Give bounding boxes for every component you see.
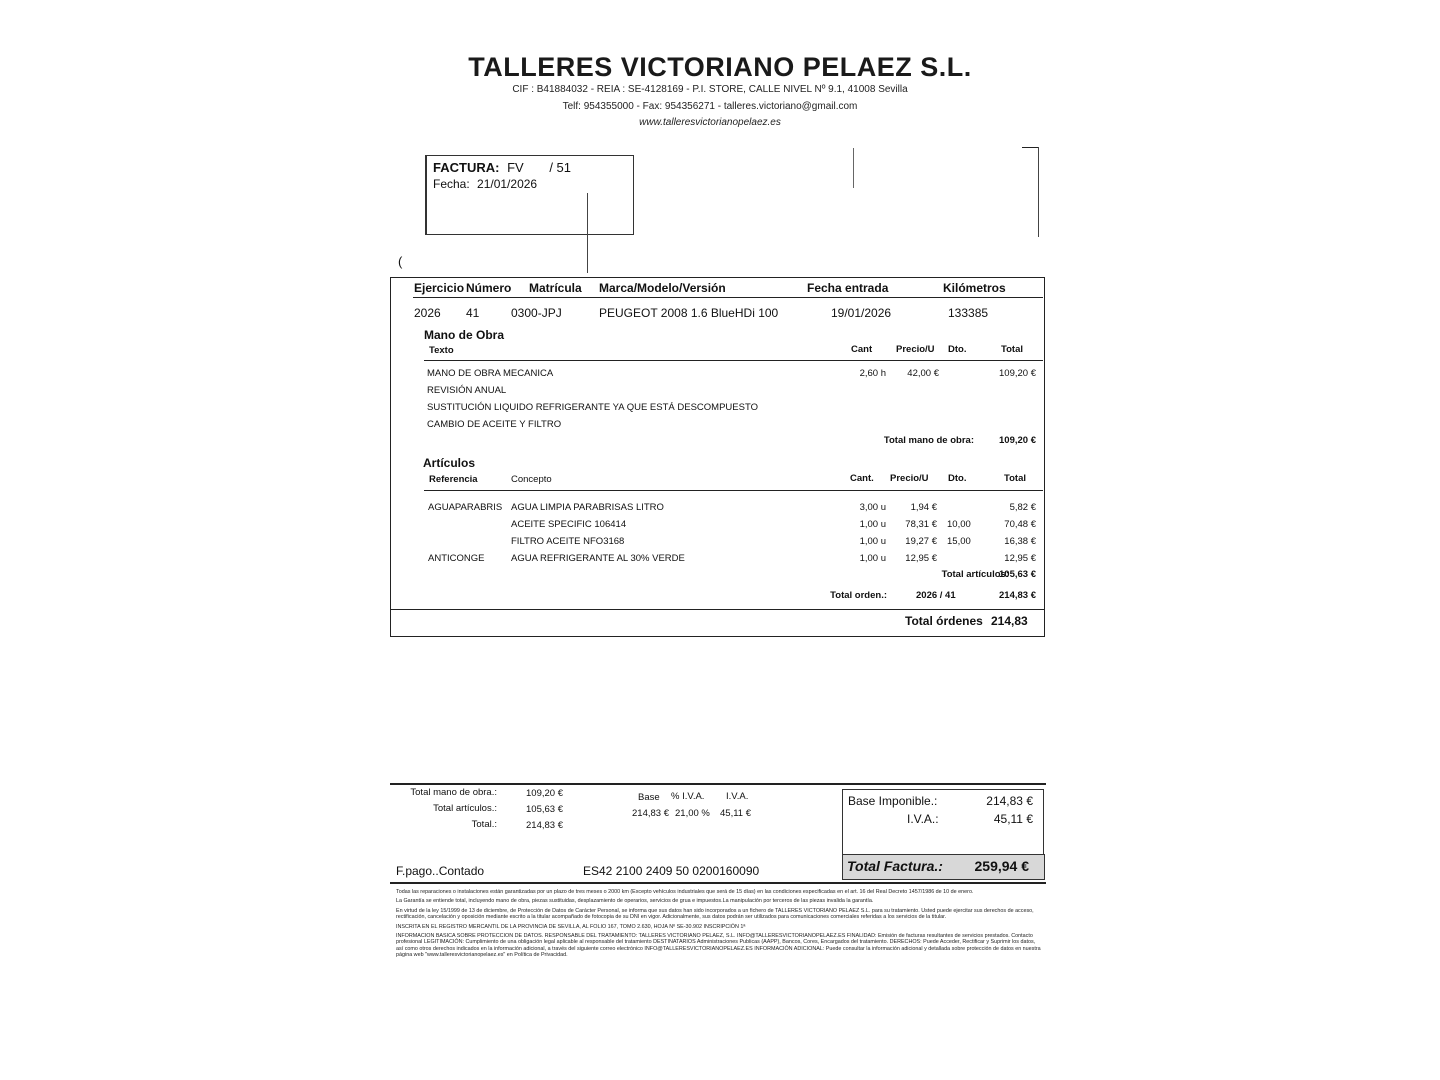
scan-line (853, 148, 854, 188)
articles-col-ref: Referencia (429, 474, 478, 485)
fecha-label: Fecha: (433, 177, 470, 191)
factura-label: FACTURA: (433, 160, 500, 175)
invoice-box (425, 155, 634, 235)
articles-total-label: Total artículos: (941, 569, 1009, 580)
legal-text (396, 889, 1042, 962)
vat-pct-label: % I.V.A. (671, 791, 705, 802)
labour-total-value: 109,20 € (999, 435, 1036, 446)
articles-total-value: 105,63 € (999, 569, 1036, 580)
total-factura-label: Total Factura.: (847, 858, 943, 874)
labour-col-total: Total (1001, 344, 1023, 355)
labour-line: SUSTITUCIÓN LIQUIDO REFRIGERANTE YA QUE ESTÁ DESCOMPUESTO (427, 402, 758, 413)
article-total: 12,95 € (1004, 553, 1036, 564)
summary-mano-obra: 109,20 € (526, 788, 563, 799)
article-precio: 1,94 € (910, 502, 937, 513)
articles-col-cant: Cant. (850, 473, 874, 484)
col-km: Kilómetros (943, 281, 1006, 295)
vat-iva-value: 45,11 € (720, 808, 751, 819)
labour-precio: 42,00 € (907, 368, 939, 379)
article-precio: 19,27 € (905, 536, 937, 547)
article-total: 16,38 € (1004, 536, 1036, 547)
legal-paragraph: La Garantía se entiende total, incluyendo mano de obra, piezas sustituidas, desplazamiento de operarios, servicios de grua e impuestos.La manipulación por terceros de las piezas invalida la garantía. (396, 898, 874, 905)
iva-total-label: I.V.A.: (907, 812, 939, 826)
iva-total-value: 45,11 € (993, 812, 1033, 826)
article-concepto: AGUA REFRIGERANTE AL 30% VERDE (511, 553, 685, 564)
invoice-date-line (433, 177, 537, 191)
article-cant: 1,00 u (859, 536, 886, 547)
total-ordenes-value: 214,83 (991, 614, 1028, 628)
val-matricula: 0300-JPJ (511, 306, 562, 320)
article-dto: 10,00 (947, 519, 971, 530)
labour-col-texto: Texto (429, 345, 454, 356)
total-factura-box (842, 854, 1045, 880)
article-cant: 1,00 u (859, 519, 886, 530)
header-divider (413, 297, 1043, 298)
orden-total-value: 214,83 € (999, 590, 1036, 601)
total-ordenes-label: Total órdenes (905, 614, 983, 628)
col-matricula: Matrícula (529, 281, 582, 295)
col-ejercicio: Ejercicio (414, 281, 465, 295)
labour-line: MANO DE OBRA MECANICA (427, 368, 554, 379)
company-contact: Telf: 954355000 - Fax: 954356271 - talleres.victoriano@gmail.com (562, 101, 858, 112)
summary-total: 214,83 € (526, 820, 563, 831)
articles-col-total: Total (1004, 473, 1026, 484)
vat-base-value: 214,83 € (632, 808, 669, 819)
orden-total-label: Total orden.: (830, 590, 887, 601)
forma-pago: F.pago..Contado (396, 864, 485, 878)
articles-title: Artículos (423, 456, 476, 470)
company-website: www.talleresvictorianopelaez.es (639, 117, 781, 128)
summary-divider (390, 783, 1046, 785)
val-fecha-entrada: 19/01/2026 (831, 306, 892, 320)
factura-number: / 51 (549, 160, 571, 175)
val-marca: PEUGEOT 2008 1.6 BlueHDi 100 (599, 306, 779, 320)
invoice-number-line (433, 160, 571, 175)
scan-mark: ( (398, 254, 403, 269)
ordenes-divider (391, 609, 1044, 610)
labour-total: 109,20 € (999, 368, 1036, 379)
iban: ES42 2100 2409 50 0200160090 (583, 864, 760, 878)
col-marca: Marca/Modelo/Versión (599, 281, 726, 295)
labour-line: CAMBIO DE ACEITE Y FILTRO (427, 419, 562, 430)
article-ref: AGUAPARABRIS (428, 502, 503, 513)
val-numero: 41 (466, 306, 480, 320)
company-address: CIF : B41884032 - REIA : SE-4128169 - P.I. STORE, CALLE NIVEL Nº 9.1, 41008 Sevilla (512, 84, 908, 95)
scan-line (587, 193, 588, 273)
article-concepto: FILTRO ACEITE NFO3168 (511, 536, 625, 547)
legal-paragraph: INFORMACION BASICA SOBRE PROTECCION DE DATOS. RESPONSABLE DEL TRATAMIENTO: TALLERES VICTORIANO PELAEZ, S.L. INFO@TALLERESVICTORIANOPELAEZ.ES FINALIDAD: Emisión de facturas resultantes de servicios prestados. Contacto profesional LEGITIMACIÓN: Cumplimiento de una obligación legal aplicable al responsable del tratamiento DESTINATARIOS Administraciones Publicas (AAPP), Bancos, Cores, Encargados del tratamiento. DERECHOS: Puede Acceder, Rectificar y Suprimir los datos, así como otros derechos indicados en la información adicional, a través del siguiente correo electrónico INFO@TALLERESVICTORIANOPELAEZ.ES INFORMACIÓN ADICIONAL: Puede consultar la información adicional y detallada sobre protección de datos en nuestra página web "www.talleresvictorianopelaez.es" en Política de Privacidad. (396, 933, 1041, 959)
article-ref: ANTICONGE (428, 553, 485, 564)
scan-line (1022, 147, 1038, 148)
base-imponible-label: Base Imponible.: (848, 794, 938, 808)
val-ejercicio: 2026 (414, 306, 441, 320)
legal-paragraph: INSCRITA EN EL REGISTRO MERCANTIL DE LA PROVINCIA DE SEVILLA, AL FOLIO 167, TOMO 2.630, HOJA Nº SE-30.902 INSCRIPCIÓN 1ª (396, 923, 746, 930)
summary-articulos-label: Total artículos.: (433, 803, 497, 814)
summary-articulos: 105,63 € (526, 804, 563, 815)
articles-divider (424, 490, 1043, 491)
labour-total-label: Total mano de obra: (883, 435, 974, 446)
vat-pct-value: 21,00 % (675, 808, 710, 819)
vat-iva-label: I.V.A. (726, 791, 749, 802)
article-dto: 15,00 (947, 536, 971, 547)
labour-col-cant: Cant (851, 344, 873, 355)
labour-cant: 2,60 h (859, 368, 886, 379)
articles-col-concepto: Concepto (511, 474, 552, 485)
labour-line: REVISIÓN ANUAL (427, 385, 507, 396)
labour-col-dto: Dto. (948, 344, 967, 355)
base-imponible-value: 214,83 € (986, 794, 1033, 808)
article-precio: 78,31 € (905, 519, 937, 530)
legal-paragraph: Todas las reparaciones o instalaciones están garantizadas por un plazo de tres meses o 2000 km (Excepto vehículos industriales que será de 15 días) en las condiciones especificadas en el art. 16 del Real Decreto 1457/1986 de 10 de enero. (396, 889, 974, 895)
order-detail-box (390, 277, 1045, 637)
labour-col-precio: Precio/U (896, 344, 935, 355)
col-numero: Número (466, 281, 512, 295)
val-km: 133385 (948, 306, 989, 320)
labour-divider (424, 360, 1043, 361)
summary-total-label: Total.: (471, 819, 497, 830)
base-imponible-box (842, 789, 1044, 855)
legal-paragraph: En virtud de la ley 15/1999 de 13 de diciembre, de Protección de Datos de Carácter Personal, se informa que sus datos han sido incorporados a un fichero de TALLERES VICTORIANO PELAEZ S.L. para su tratamiento. Usted puede ejercitar sus derechos de acceso, rectificación, cancelación y oposición mediante escrito a la titular acompañado de fotocopia de su DNI en vigor. Adicionalmente, sus datos podrán ser utilizados para comunicaciones comerciales referidas a los servicios de la titular. (396, 907, 1034, 921)
col-fecha-entrada: Fecha entrada (807, 281, 889, 295)
articles-col-dto: Dto. (948, 473, 967, 484)
factura-series: FV (507, 160, 524, 175)
orden-ref: 2026 / 41 (916, 590, 956, 601)
article-precio: 12,95 € (905, 553, 937, 564)
vat-base-label: Base (638, 792, 660, 803)
article-concepto: AGUA LIMPIA PARABRISAS LITRO (511, 502, 664, 513)
article-concepto: ACEITE SPECIFIC 106414 (511, 519, 627, 530)
invoice-date: 21/01/2026 (477, 177, 538, 191)
company-name: TALLERES VICTORIANO PELAEZ S.L. (468, 52, 972, 82)
scan-line (1038, 147, 1039, 237)
articles-col-precio: Precio/U (890, 473, 929, 484)
legal-divider (390, 882, 1046, 884)
total-factura-value: 259,94 € (974, 858, 1029, 874)
article-cant: 1,00 u (859, 553, 886, 564)
labour-title: Mano de Obra (424, 328, 505, 342)
article-cant: 3,00 u (859, 502, 886, 513)
summary-mano-obra-label: Total mano de obra.: (410, 787, 497, 798)
article-total: 5,82 € (1009, 502, 1036, 513)
article-total: 70,48 € (1004, 519, 1036, 530)
